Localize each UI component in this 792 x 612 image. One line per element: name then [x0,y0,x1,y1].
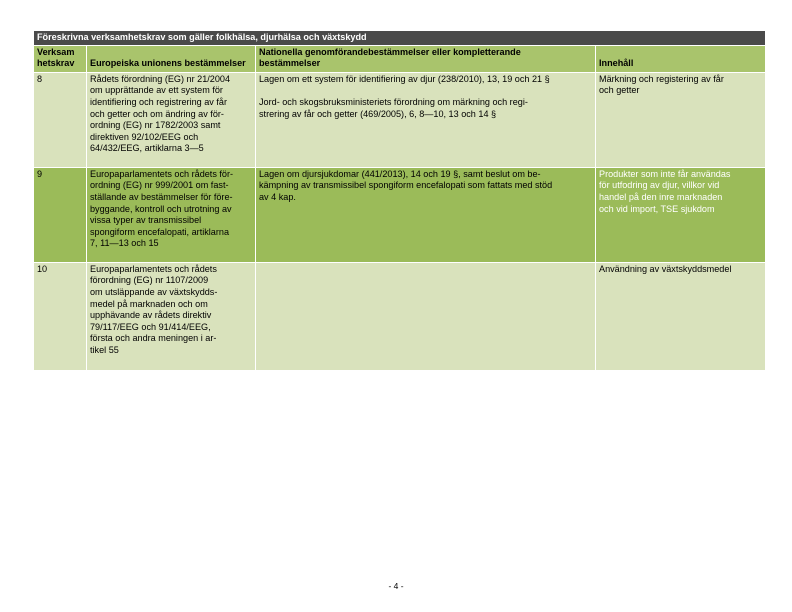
content: Produkter som inte får användas för utfodring av djur, villkor vid handel på den inre marknaden och vid import, TSE sjukdom [596,167,766,262]
national-provision: Lagen om ett system för identifiering av djur (238/2010), 13, 19 och 21 § Jord- och skogsbruksministeriets förordning om märkning och regi- strering av får och getter (469/2005), 6, 8—10, 13 och 14 § [256,72,596,167]
eu-provision: Europaparlamentets och rådets för- ordning (EG) nr 999/2001 om fast- ställande av bestämmelser för före- byggande, kontroll och utrotning av vissa typer av transmissibel spongiform encefalopati, artiklarna 7, 11—13 och 15 [87,167,256,262]
requirements-table [33,30,766,371]
header-national-provisions: Nationella genomförandebestämmelser eller kompletterande bestämmelser [256,45,596,72]
national-provision [256,262,596,370]
header-content: Innehåll [596,45,766,72]
table-title: Föreskrivna verksamhetskrav som gäller folkhälsa, djurhälsa och växtskydd [34,31,766,46]
header-requirement-number: Verksam hetskrav [34,45,87,72]
content: Användning av växtskyddsmedel [596,262,766,370]
table-header-row [34,45,766,72]
table-row [34,72,766,167]
table-row [34,167,766,262]
eu-provision: Rådets förordning (EG) nr 21/2004 om upprättande av ett system för identifiering och registrering av får och getter och om ändring av för- ordning (EG) nr 1782/2003 samt direktiven 92/102/EEG och 64/432/EEG, artiklarna 3—5 [87,72,256,167]
requirement-number: 10 [34,262,87,370]
requirement-number: 9 [34,167,87,262]
table-title-row [34,31,766,46]
national-provision: Lagen om djursjukdomar (441/2013), 14 och 19 §, samt beslut om be- kämpning av transmissibel spongiform encefalopati som fattats med stöd av 4 kap. [256,167,596,262]
header-eu-provisions: Europeiska unionens bestämmelser [87,45,256,72]
page-number: - 4 - [388,581,404,591]
eu-provision: Europaparlamentets och rådets förordning (EG) nr 1107/2009 om utsläppande av växtskydds- medel på marknaden och om upphävande av rådets direktiv 79/117/EEG och 91/414/EEG, första och andra meningen i ar- tikel 55 [87,262,256,370]
content: Märkning och registering av får och getter [596,72,766,167]
requirement-number: 8 [34,72,87,167]
table-row [34,262,766,370]
